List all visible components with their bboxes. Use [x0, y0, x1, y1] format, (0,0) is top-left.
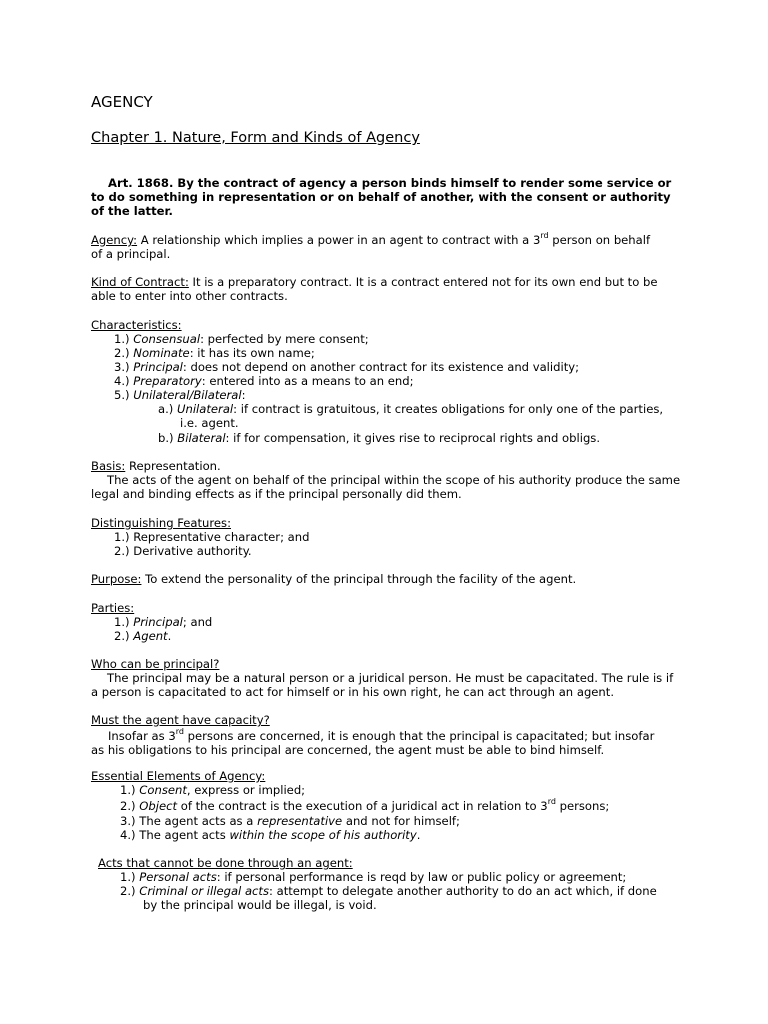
who-principal-paragraph-2: a person is capacitated to act for himself or in his own right, he can act through an agent. — [91, 685, 615, 699]
characteristic-item: 4.) Preparatory: entered into as a means to an end; — [114, 374, 414, 388]
chapter-heading: Chapter 1. Nature, Form and Kinds of Agency — [91, 130, 420, 146]
article-line-2: to do something in representation or on behalf of another, with the consent or authority — [91, 190, 671, 204]
characteristic-subitem-a: a.) Unilateral: if contract is gratuitous, it creates obligations for only one of the parties, — [158, 402, 664, 416]
distinguishing-item: 1.) Representative character; and — [114, 530, 310, 544]
agency-term: Agency: — [91, 233, 138, 247]
kind-of-contract: Kind of Contract: It is a preparatory contract. It is a contract entered not for its own end but to be — [91, 275, 658, 289]
capacity-paragraph-1: Insofar as 3rd persons are concerned, it is enough that the principal is capacitated; but insofar — [108, 727, 655, 743]
who-principal-paragraph-1: The principal may be a natural person or a juridical person. He must be capacitated. The rule is if — [107, 671, 674, 685]
characteristic-item: 3.) Principal: does not depend on another contract for its existence and validity; — [114, 360, 580, 374]
acts-heading: Acts that cannot be done through an agent: — [98, 856, 353, 870]
capacity-heading: Must the agent have capacity? — [91, 713, 270, 727]
article-line-1: Art. 1868. By the contract of agency a person binds himself to render some service or — [108, 176, 672, 190]
essential-item: 3.) The agent acts as a representative and not for himself; — [120, 814, 460, 828]
capacity-paragraph-2: as his obligations to his principal are concerned, the agent must be able to bind himself. — [91, 743, 605, 757]
party-item: 1.) Principal; and — [114, 615, 213, 629]
essential-item: 2.) Object of the contract is the execution of a juridical act in relation to 3rd persons; — [120, 797, 610, 813]
acts-item: 2.) Criminal or illegal acts: attempt to delegate another authority to do an act which, if done — [120, 884, 657, 898]
purpose: Purpose: To extend the personality of the principal through the facility of the agent. — [91, 572, 577, 586]
characteristic-subitem-a-cont: i.e. agent. — [180, 416, 239, 430]
agency-definition-cont: of a principal. — [91, 247, 171, 261]
acts-item: 1.) Personal acts: if personal performance is reqd by law or public policy or agreement; — [120, 870, 627, 884]
characteristic-item: 5.) Unilateral/Bilateral: — [114, 388, 246, 402]
characteristic-subitem-b: b.) Bilateral: if for compensation, it gives rise to reciprocal rights and obligs. — [158, 431, 601, 445]
essential-item: 4.) The agent acts within the scope of his authority. — [120, 828, 421, 842]
doc-title: AGENCY — [91, 93, 153, 111]
kind-of-contract-cont: able to enter into other contracts. — [91, 289, 288, 303]
article-line-3: of the latter. — [91, 204, 173, 218]
acts-item-cont: by the principal would be illegal, is void. — [143, 898, 377, 912]
essential-item: 1.) Consent, express or implied; — [120, 783, 306, 797]
characteristics-heading: Characteristics: — [91, 318, 182, 332]
basis-paragraph-2: legal and binding effects as if the principal personally did them. — [91, 487, 462, 501]
agency-definition: Agency: A relationship which implies a power in an agent to contract with a 3rd person on behalf — [91, 231, 651, 247]
who-principal-heading: Who can be principal? — [91, 657, 220, 671]
characteristic-item: 2.) Nominate: it has its own name; — [114, 346, 315, 360]
characteristic-item: 1.) Consensual: perfected by mere consent; — [114, 332, 369, 346]
essential-heading: Essential Elements of Agency: — [91, 769, 266, 783]
distinguishing-heading: Distinguishing Features: — [91, 516, 231, 530]
distinguishing-item: 2.) Derivative authority. — [114, 544, 252, 558]
parties-heading: Parties: — [91, 601, 135, 615]
party-item: 2.) Agent. — [114, 629, 172, 643]
basis: Basis: Representation. — [91, 459, 221, 473]
basis-paragraph-1: The acts of the agent on behalf of the principal within the scope of his authority produce the same — [107, 473, 681, 487]
